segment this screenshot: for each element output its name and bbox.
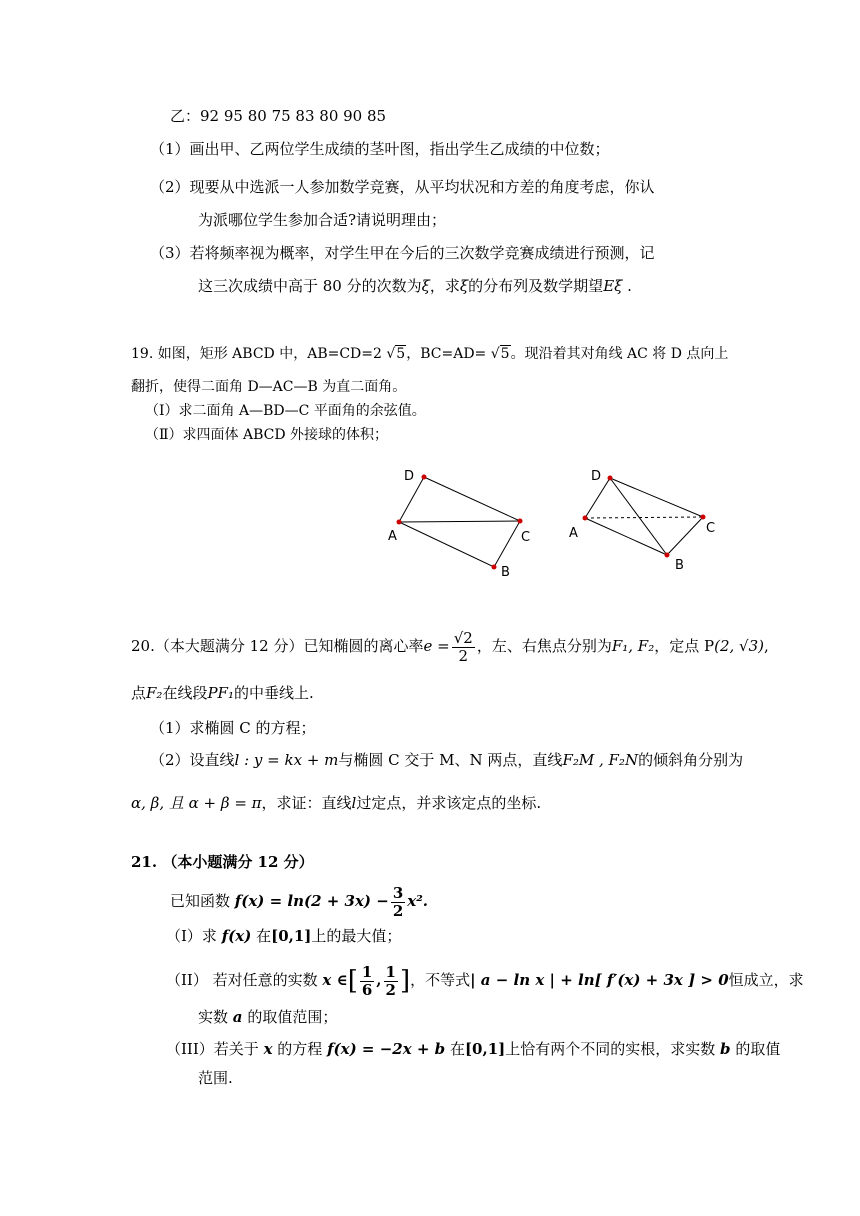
- point-A: [397, 520, 402, 525]
- p20-line1: 20.（本大题满分 12 分）已知椭圆的离心率e = $\frac{√2}{2}$ ，左、右焦点分别为F₁, F₂，定点 P(2, √3),: [131, 628, 769, 665]
- rectangle-fold-figures: [380, 460, 740, 585]
- svg-text:A: A: [569, 526, 578, 541]
- figure-rectangle: [388, 469, 530, 580]
- p18-q2-line1: （2）现要从中选派一人参加数学竞赛，从平均状况和方差的角度考虑，你认: [150, 178, 655, 196]
- expectation-symbol: Eξ: [603, 277, 623, 295]
- p21-q1: （I）求 f(x) 在[0,1]上的最大值；: [166, 927, 402, 945]
- figure-tetrahedron: [569, 469, 715, 573]
- point-D: [422, 475, 427, 480]
- p20-q2-line2: α, β, 且 α + β = π，求证：直线l过定点，并求该定点的坐标.: [131, 794, 542, 812]
- p18-q1: （1）画出甲、乙两位学生成绩的茎叶图，指出学生乙成绩的中位数；: [150, 140, 610, 158]
- p19-line2: 翻折，使得二面角 D—AC—B 为直二面角。: [131, 379, 407, 395]
- p21-q2-line2: 实数 a 的取值范围；: [198, 1008, 338, 1026]
- label-B: B: [501, 565, 510, 580]
- p20-q2-line1: （2）设直线l : y = kx + m与椭圆 C 交于 M、N 两点，直线F₂M , F₂N的倾斜角分别为: [150, 751, 744, 769]
- label-D: D: [404, 469, 415, 484]
- p19-line1: 19. 如图，矩形 ABCD 中，AB=CD=2 √5，BC=AD= √5。现沿着其对角线 AC 将 D 点向上: [131, 346, 729, 362]
- svg-text:B: B: [675, 558, 684, 573]
- p18-q3-line2: 这三次成绩中高于 80 分的次数为ξ，求ξ的分布列及数学期望Eξ .: [198, 277, 632, 295]
- p21-q3-line1: （III）若关于 x 的方程 f(x) = −2x + b 在[0,1]上恰有两个不同的实根，求实数 b 的取值: [166, 1040, 781, 1058]
- p21-definition: 已知函数 f(x) = ln(2 + 3x) − $\frac{3}{2}$ x².: [170, 883, 429, 920]
- svg-text:D: D: [591, 469, 602, 484]
- point-C: [518, 519, 523, 524]
- svg-text:C: C: [706, 521, 716, 536]
- p21-q2-line1: （II） 若对任意的实数 x ∈[ $\frac{1}{6}$ , $\frac{1}{2}$ ]，不等式| a − ln x | + ln[ f′(x) + 3x ] > 0恒成立，求: [166, 962, 804, 999]
- point-B: [492, 565, 497, 570]
- label-A: A: [388, 529, 397, 544]
- p20-q1: （1）求椭圆 C 的方程；: [150, 719, 316, 737]
- label-C: C: [521, 530, 531, 545]
- p21-q3-line2: 范围.: [198, 1069, 233, 1087]
- p18-q3-line1: （3）若将频率视为概率，对学生甲在今后的三次数学竞赛成绩进行预测，记: [150, 244, 655, 262]
- p21-title: 21. （本小题满分 12 分）: [131, 853, 314, 871]
- p18-q2-line2: 为派哪位学生参加合适?请说明理由；: [198, 211, 447, 229]
- p19-q2: （Ⅱ）求四面体 ABCD 外接球的体积；: [145, 427, 389, 443]
- p19-q1: （Ⅰ）求二面角 A—BD—C 平面角的余弦值。: [145, 403, 426, 419]
- yi-scores: 乙：92 95 80 75 83 80 90 85: [170, 107, 387, 125]
- p20-line2: 点F₂在线段PF₁的中垂线上.: [131, 684, 314, 702]
